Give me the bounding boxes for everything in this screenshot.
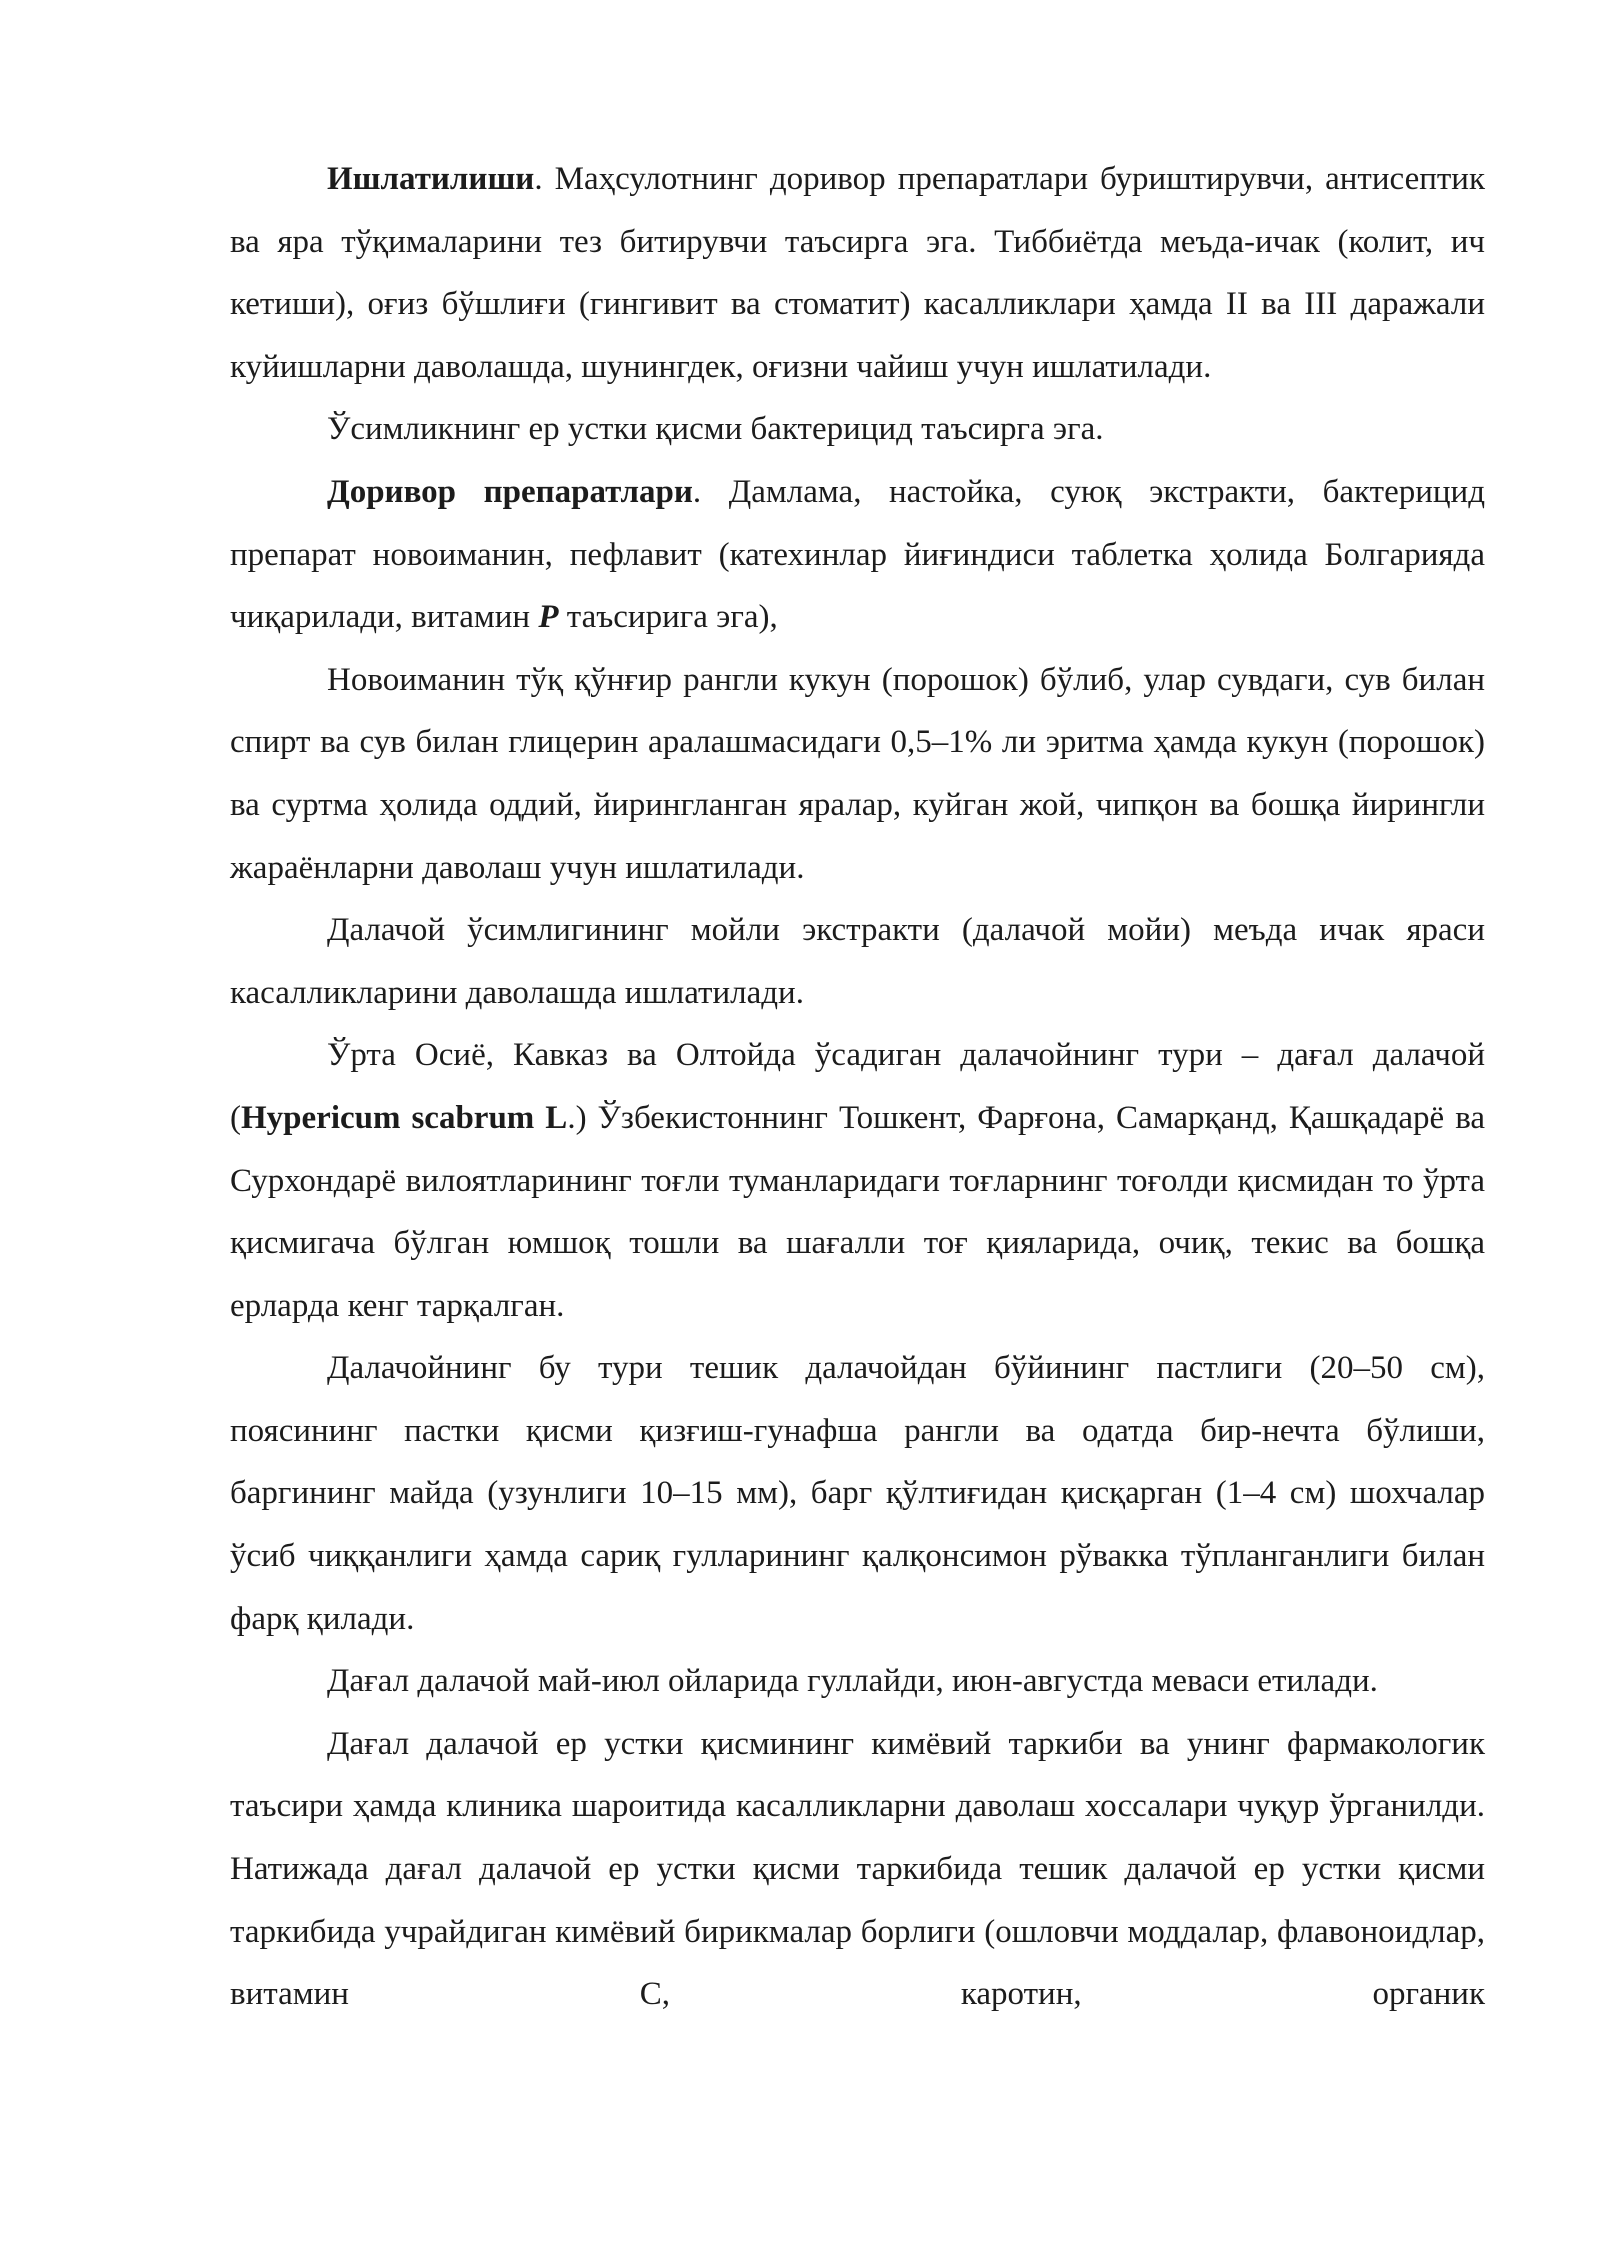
document-page [230, 148, 1485, 2026]
paragraph-differences [230, 1337, 1485, 1650]
paragraph-preparations [230, 461, 1485, 649]
scabrum-distribution-text: .) Ўзбекистоннинг Тошкент, Фарғона, Самарқанд, Қашқадарё ва Сурхондарё вилоятларининг тоғли туманларидаги тоғларнинг тоғолди қисмидан то ўрта қисмигача бўлган юмшоқ тошли ва шағалли тоғ қияларида, очиқ, текис ва бошқа ерларда кенг тарқалган. [230, 1099, 1485, 1324]
chemical-study-text: Дағал далачой ер устки қисмининг кимёвий таркиби ва унинг фармакологик таъсири ҳамда клиника шароитида касалликларни даволаш хоссалари чуқур ўрганилди. Натижада дағал далачой ер устки қисми таркибида тешик далачой ер устки қисми таркибида учрайдиган кимёвий бирикмалар борлиги (ошловчи моддалар, флавоноидлар, витамин С, каротин, органик [230, 1725, 1485, 2013]
novoimanin-text: Новоиманин тўқ қўнғир рангли кукун (порошок) бўлиб, улар сувдаги, сув билан спирт ва сув билан глицерин аралашмасидаги 0,5–1% ли эритма ҳамда кукун (порошок) ва суртма ҳолида оддий, йирингланган яралар, куйган жой, чипқон ва бошқа йирингли жараёнларни даволаш учун ишлатилади. [230, 661, 1485, 886]
usage-text: . Маҳсулотнинг доривор препаратлари буриштирувчи, антисептик ва яра тўқималарини тез битирувчи таъсирга эга. Тиббиётда меъда-ичак (колит, ич кетиши), оғиз бўшлиғи (гингивит ва стоматит) касалликлари ҳамда II ва III даражали куйишларни даволашда, шунингдек, оғизни чайиш учун ишлатилади. [230, 161, 1485, 385]
scabrum-intro-text: Ўрта Осиё, Кавказ ва Олтойда ўсадиган далачойнинг тури – дағал далачой ( [230, 1037, 1485, 1136]
preparations-tail: таъсирига эга), [558, 599, 778, 636]
flowering-text: Дағал далачой май-июл ойларида гуллайди, июн-августда меваси етилади. [327, 1663, 1378, 1700]
differences-text: Далачойнинг бу тури тешик далачойдан бўйининг пастлиги (20–50 см), поясининг пастки қисми қизғиш-гунафша рангли ва одатда бир-нечта бўлиши, баргининг майда (узунлиги 10–15 мм), барг қўлтиғидан қисқарган (1–4 см) шохчалар ўсиб чиққанлиги ҳамда сариқ гулларининг қалқонсимон рўвакка тўпланганлиги билан фарқ қилади. [230, 1350, 1485, 1637]
latin-species-name: Hypericum scabrum L [241, 1099, 568, 1136]
usage-heading: Ишлатилиши [327, 161, 535, 197]
paragraph-oil-extract [230, 899, 1485, 1024]
paragraph-usage [230, 148, 1485, 398]
preparations-text: . Дамлама, настойка, суюқ экстракти, бактерицид препарат новоиманин, пефлавит (катехинлар йиғиндиси таблетка ҳолида Болгарияда чиқарилади, витамин [230, 473, 1485, 636]
paragraph-novoimanin [230, 649, 1485, 899]
paragraph-hypericum-scabrum [230, 1024, 1485, 1337]
paragraph-bactericidal [230, 398, 1485, 461]
vitamin-p-label: P [538, 599, 559, 636]
paragraph-flowering [230, 1650, 1485, 1713]
bactericidal-text: Ўсимликнинг ер устки қисми бактерицид таъсирга эга. [327, 411, 1104, 448]
paragraph-chemical-study [230, 1713, 1485, 2026]
oil-extract-text: Далачой ўсимлигининг мойли экстракти (далачой мойи) меъда ичак яраси касалликларини даволашда ишлатилади. [230, 912, 1485, 1011]
preparations-heading: Доривор препаратлари [327, 473, 693, 510]
